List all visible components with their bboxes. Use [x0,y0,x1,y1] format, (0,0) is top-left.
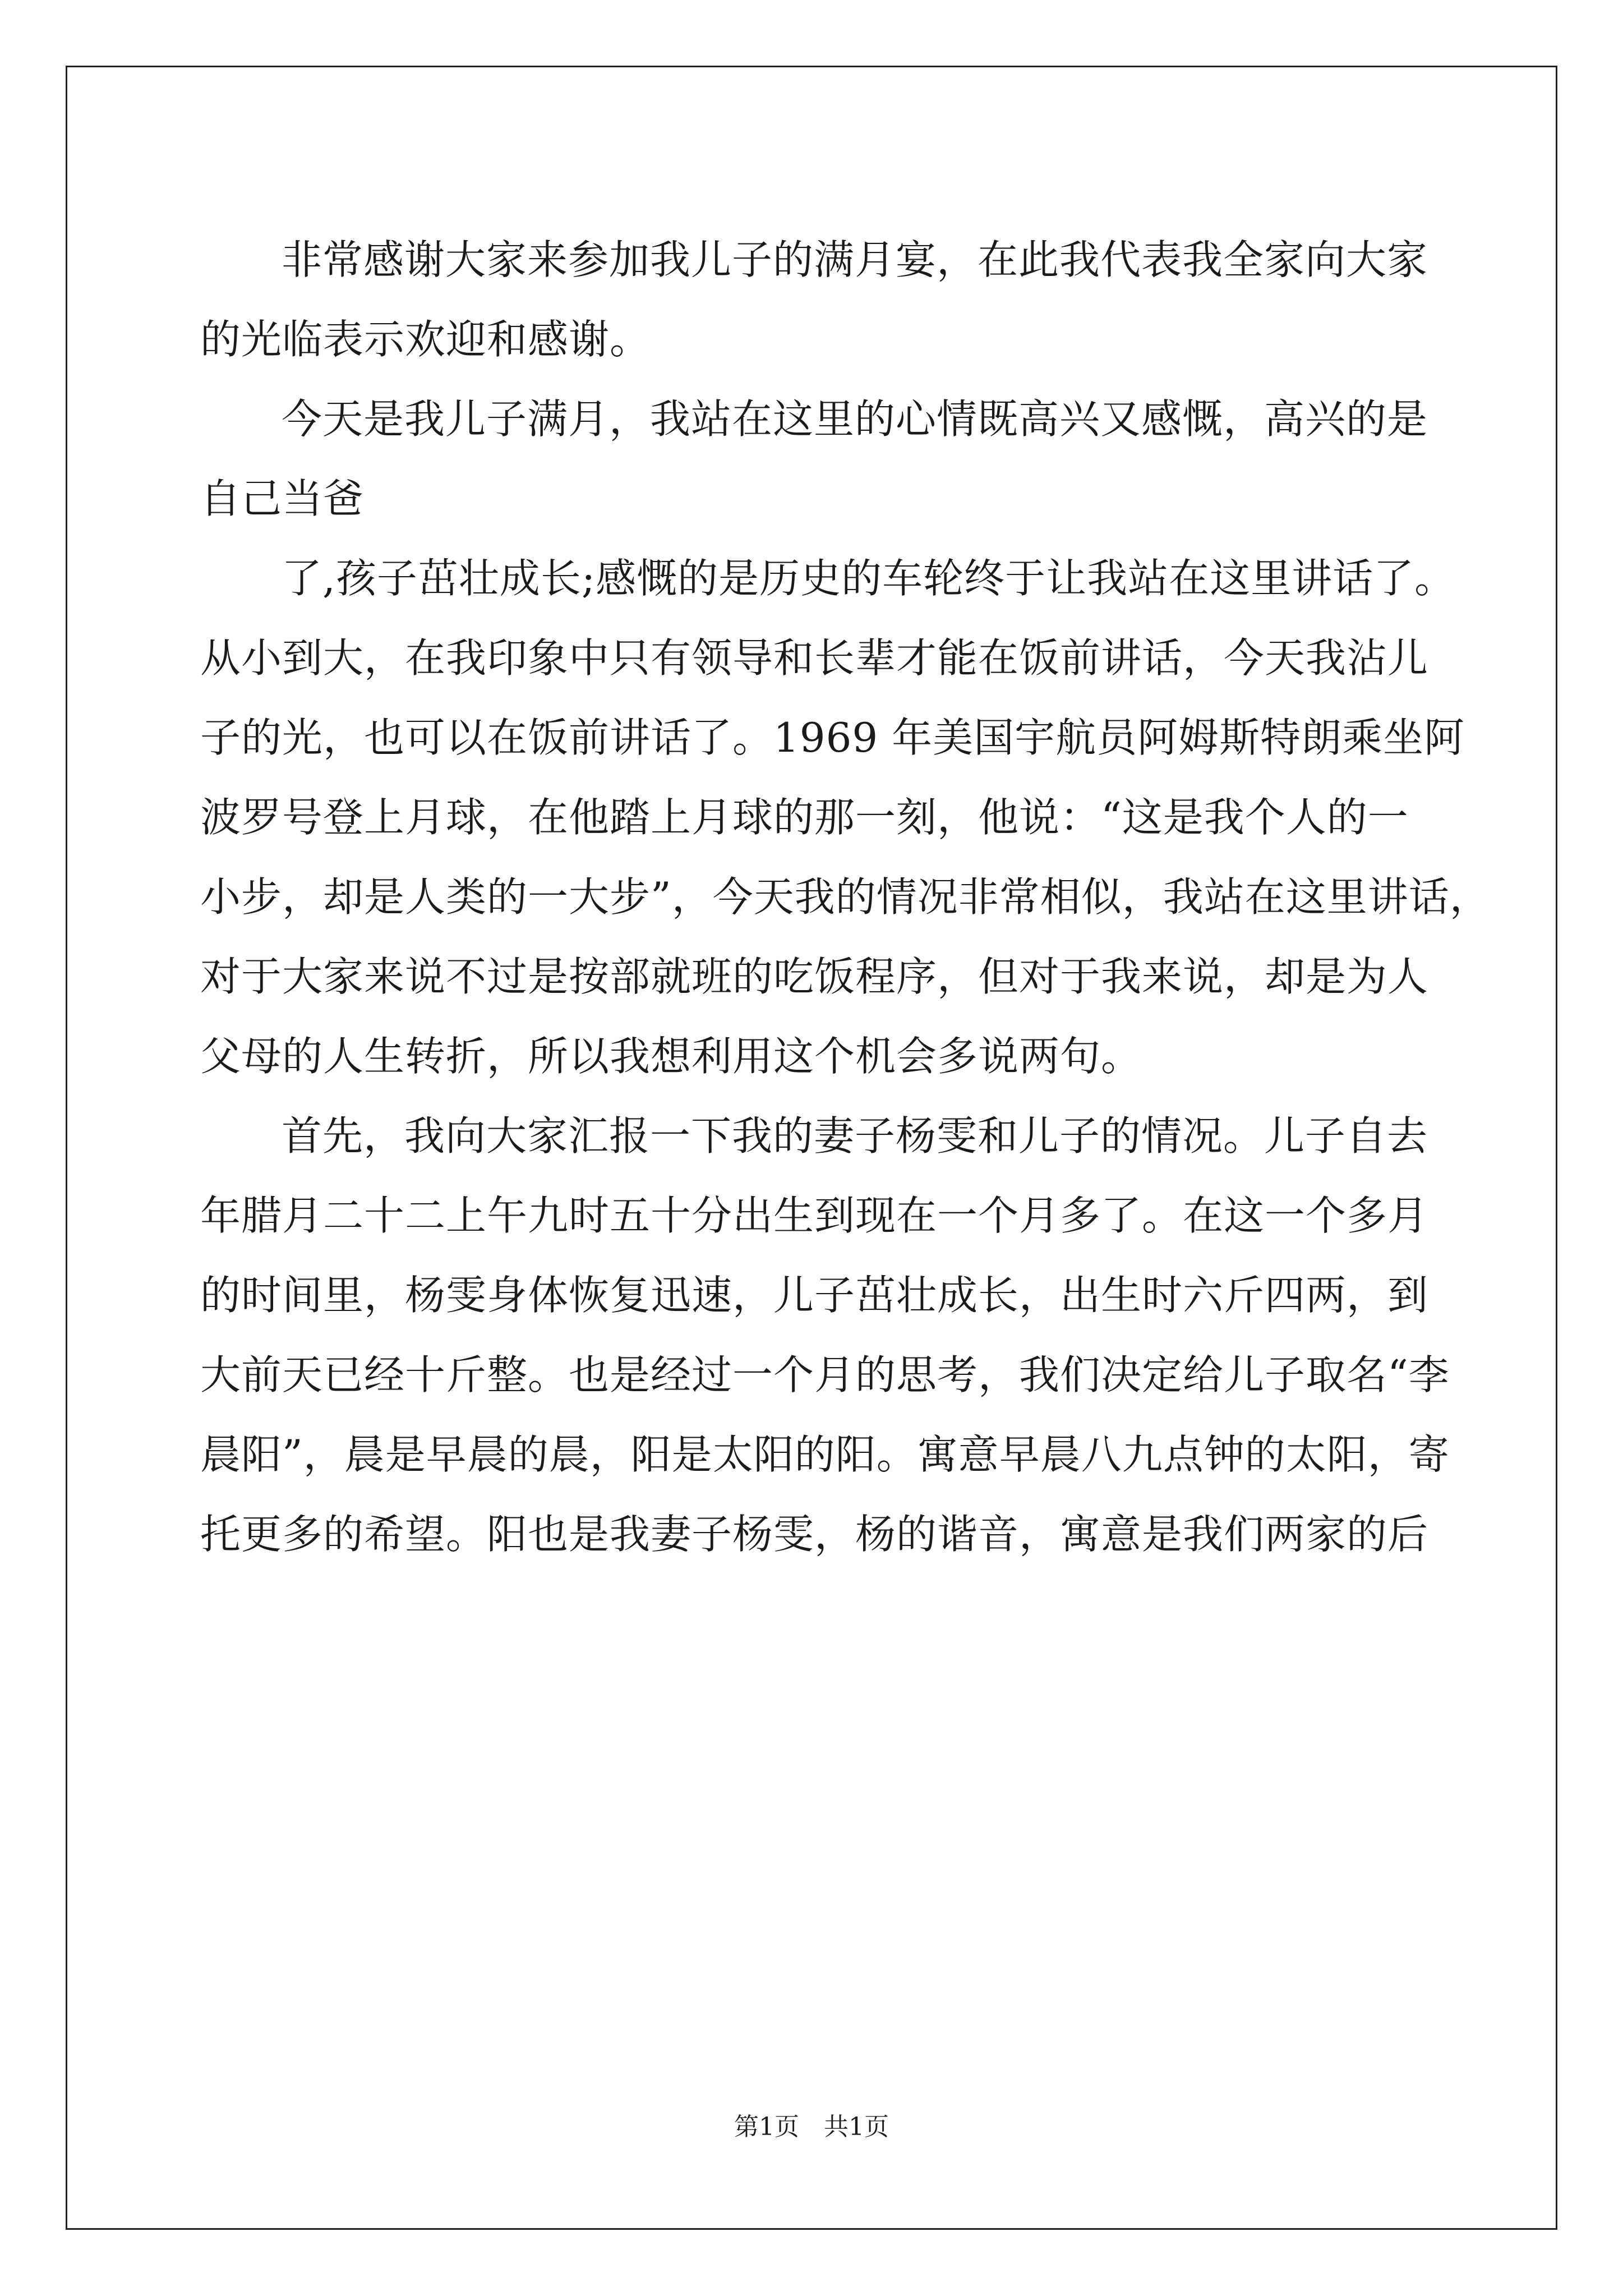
text-line: 自己当爸 [200,475,365,522]
text-line: 晨阳”，晨是早晨的晨，阳是太阳的阳。寓意早晨八九点钟的太阳，寄 [200,1431,1450,1478]
text-line: 从小到大，在我印象中只有领导和长辈才能在饭前讲话，今天我沾儿 [200,634,1429,682]
text-line: 托更多的希望。阳也是我妻子杨雯，杨的谐音，寓意是我们两家的后 [200,1511,1429,1558]
document-body [200,220,1491,1574]
page-footer: 第1页 共1页 [734,2113,889,2141]
text-line: 对于大家来说不过是按部就班的吃饭程序，但对于我来说，却是为人 [200,953,1429,1000]
text-line: 父母的人生转折，所以我想利用这个机会多说两句。 [200,1033,1142,1080]
text-line: 子的光，也可以在饭前讲话了。1969 年美国宇航员阿姆斯特朗乘坐阿 [200,714,1465,761]
text-line: 了,孩子茁壮成长;感慨的是历史的车轮终于让我站在这里讲话了。 [282,555,1456,602]
text-line: 波罗号登上月球，在他踏上月球的那一刻，他说：“这是我个人的一 [200,794,1409,841]
text-line: 的光临表示欢迎和感谢。 [200,316,651,363]
text-line: 今天是我儿子满月，我站在这里的心情既高兴又感慨，高兴的是 [282,395,1428,443]
text-line: 小步，却是人类的一大步”，今天我的情况非常相似，我站在这里讲话， [200,873,1491,921]
text-line: 年腊月二十二上午九时五十分出生到现在一个月多了。在这一个多月 [200,1192,1429,1239]
text-line: 非常感谢大家来参加我儿子的满月宴，在此我代表我全家向大家 [282,236,1428,283]
text-line: 首先，我向大家汇报一下我的妻子杨雯和儿子的情况。儿子自去 [282,1112,1428,1159]
text-line: 的时间里，杨雯身体恢复迅速，儿子茁壮成长，出生时六斤四两，到 [200,1272,1429,1319]
text-line: 大前天已经十斤整。也是经过一个月的思考，我们决定给儿子取名“李 [200,1351,1450,1398]
